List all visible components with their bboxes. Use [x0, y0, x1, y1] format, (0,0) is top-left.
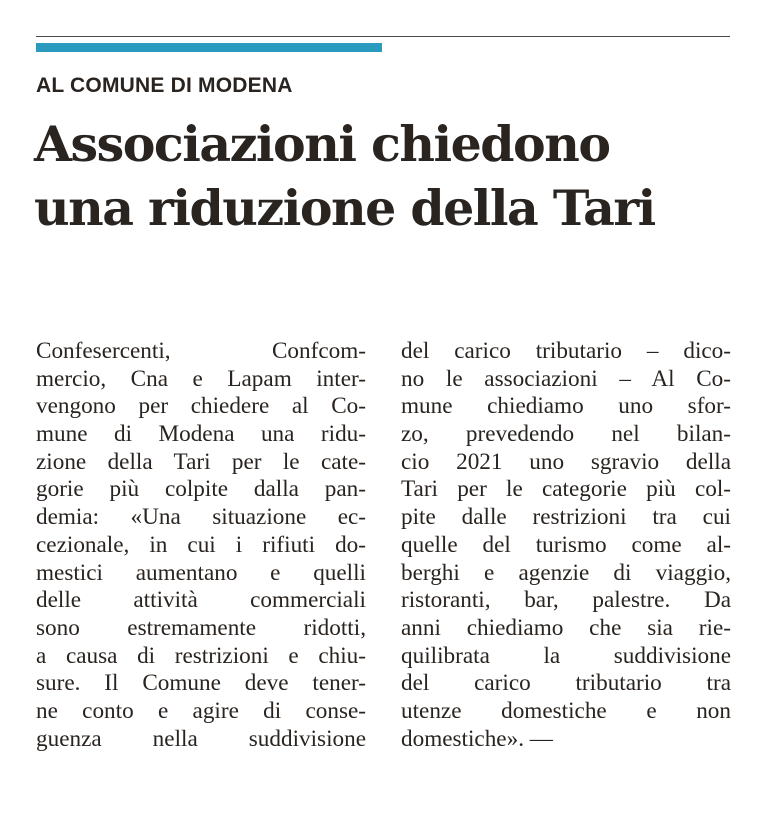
body-line: domestiche». —	[401, 725, 553, 752]
body-line: zo, prevedendo nel bilan-	[401, 421, 731, 448]
body-line: mercio, Cna e Lapam inter-	[36, 365, 366, 392]
body-line: demia: «Una situazione ec-	[36, 504, 366, 531]
body-line: sono estremamente ridotti,	[36, 614, 366, 641]
body-line: sure. Il Comune deve tener-	[36, 670, 366, 697]
top-rule	[36, 36, 730, 37]
body-line: anni chiediamo che sia rie-	[401, 614, 731, 641]
body-column-left	[36, 338, 366, 753]
body-line: Tari per le categorie più col-	[401, 476, 731, 503]
kicker: AL COMUNE DI MODENA	[36, 74, 293, 97]
body-line: cio 2021 uno sgravio della	[401, 448, 731, 475]
body-line: berghi e agenzie di viaggio,	[401, 559, 731, 586]
body-line: Confesercenti, Confcom-	[36, 338, 366, 364]
body-line: quilibrata la suddivisione	[401, 642, 731, 669]
body-line: mune chiediamo uno sfor-	[401, 393, 731, 420]
body-line: gorie più colpite dalla pan-	[36, 476, 366, 503]
body-line: ristoranti, bar, palestre. Da	[401, 587, 731, 614]
body-line: utenze domestiche e non	[401, 697, 731, 724]
section-accent-bar	[36, 43, 382, 52]
body-line: vengono per chiedere al Co-	[36, 393, 366, 420]
body-line: no le associazioni – Al Co-	[401, 365, 731, 392]
headline	[34, 112, 734, 240]
body-line: pite dalle restrizioni tra cui	[401, 504, 731, 531]
headline-line: una riduzione della Tari	[34, 179, 655, 237]
body-column-right	[401, 338, 731, 753]
body-line: mestici aumentano e quelli	[36, 559, 366, 586]
body-line: quelle del turismo come al-	[401, 531, 731, 558]
body-line: zione della Tari per le cate-	[36, 448, 366, 475]
body-line: delle attività commerciali	[36, 587, 366, 614]
headline-line: Associazioni chiedono	[34, 115, 610, 173]
body-line: del carico tributario tra	[401, 670, 731, 697]
body-line: del carico tributario – dico-	[401, 338, 731, 364]
body-line: cezionale, in cui i rifiuti do-	[36, 531, 366, 558]
body-line: mune di Modena una ridu-	[36, 421, 366, 448]
body-line: ne conto e agire di conse-	[36, 697, 366, 724]
body-line: guenza nella suddivisione	[36, 725, 366, 752]
body-line: a causa di restrizioni e chiu-	[36, 642, 366, 669]
